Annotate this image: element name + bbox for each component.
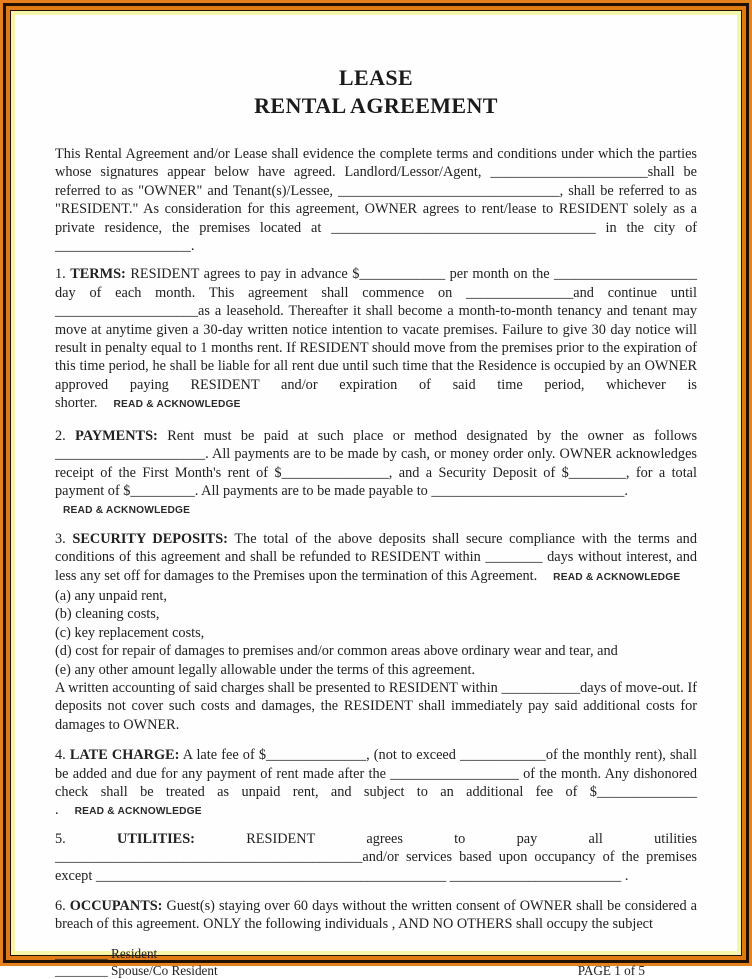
section-3-number: 3.: [55, 530, 66, 547]
deposit-item-c: (c) key replacement costs,: [55, 624, 205, 641]
section-4-body: A late fee of $______________, (not to exceed ____________of the monthly rent), shall be added and due for any payment of rent made after the __________________ of the month. Any dishonored check shall be treated as unpaid rent, and subject to an additional fee of $______________ .: [55, 747, 697, 819]
section-late-charge: [55, 746, 697, 822]
section-4-number: 4.: [55, 747, 66, 764]
page-number: PAGE 1 of 5: [577, 962, 645, 978]
section-4-title: LATE CHARGE:: [69, 747, 180, 764]
resident-initial-line: ________ Resident: [55, 945, 158, 961]
document-title: [55, 64, 697, 120]
section-payments: [55, 427, 697, 521]
section-5-body: RESIDENT agrees to pay all utilities ___________________________________________and/or services based upon occupancy of the premises except _________________________________________________ ________________________ .: [55, 830, 698, 884]
section-2-number: 2.: [55, 427, 66, 444]
read-acknowledge-label: READ & ACKNOWLEDGE: [113, 399, 241, 411]
frame-border-thin-dark: [10, 10, 742, 978]
section-security-deposits-accounting: A written accounting of said charges shall be presented to RESIDENT within ___________days of move-out. If deposits not cover such costs and damages, the RESIDENT shall immediately pay said additional costs for damages to OWNER.: [55, 679, 697, 733]
section-6-body: Guest(s) staying over 60 days without the written consent of OWNER shall be considered a breach of this agreement. ONLY the following individuals , AND NO OTHERS shall occupy the subject: [55, 898, 698, 933]
deposit-item-a: (a) any unpaid rent,: [55, 587, 167, 604]
title-line-1: LEASE: [338, 65, 414, 90]
document-page: [15, 15, 737, 978]
section-occupants: [55, 897, 697, 934]
deposit-item-b: (b) cleaning costs,: [55, 606, 160, 623]
section-2-body: Rent must be paid at such place or method designated by the owner as follows _____________________. All payments are to be made by cash, or money order only. OWNER acknowledges receipt of the First Month's rent of $_______________, and a Security Deposit of $________, for a total payment of $_________. All payments are to be made payable to ___________________________.: [55, 427, 698, 499]
section-3-title: SECURITY DEPOSITS:: [72, 530, 228, 547]
intro-text: This Rental Agreement and/or Lease shall evidence the complete terms and conditions under which the parties whose signatures appear below have agreed. Landlord/Lessor/Agent, ______________________shall be referred to as "OWNER" and Tenant(s)/Lessee, _______________________________, shall be referred to as "RESIDENT." As consideration for this agreement, OWNER agrees to rent/lease to RESIDENT solely as a private residence, the premises located at _____________________________________ in the city of ___________________.: [55, 146, 697, 255]
section-1-body: RESIDENT agrees to pay in advance $____________ per month on the ____________________ day of each month. This agreement shall commence on _______________and continue until ____________________as a leasehold. Thereafter it shall become a month-to-month tenancy and tenant may move at anytime given a 30-day written notice intention to vacate premises. Failure to give 30 day notice will result in penalty equal to 1 months rent. If RESIDENT should move from the premises prior to the expiration of this time period, he shall be liable for all rent due until such time that the Residence is occupied by an OWNER approved paying RESIDENT and/or expiration of said time period, whichever is shorter.: [55, 266, 698, 412]
read-acknowledge-label: READ & ACKNOWLEDGE: [553, 571, 681, 583]
section-terms: [55, 265, 697, 414]
section-2-title: PAYMENTS:: [75, 427, 158, 444]
deposit-item-e: (e) any other amount legally allowable under the terms of this agreement.: [55, 661, 476, 678]
section-5-number: 5.: [55, 830, 66, 847]
section-5-title: UTILITIES:: [117, 830, 195, 847]
read-acknowledge-label: READ & ACKNOWLEDGE: [74, 806, 202, 818]
section-3-body: The total of the above deposits shall secure compliance with the terms and conditions of this agreement and shall be refunded to RESIDENT within ________ days without interest, and less any set off for damages to the Premises upon the termination of this Agreement.: [55, 530, 697, 584]
section-1-number: 1.: [55, 266, 66, 283]
intro-paragraph: [55, 145, 697, 255]
frame-border-yellow: [11, 11, 741, 978]
page-footer: [55, 945, 697, 979]
section-utilities: [55, 830, 697, 885]
frame-border-dark: [3, 3, 749, 978]
section-6-number: 6.: [55, 898, 66, 915]
section-security-deposits: [55, 530, 697, 587]
signature-initial-lines: [55, 945, 218, 979]
deposit-item-d: (d) cost for repair of damages to premises and/or common areas above ordinary wear and tear, and: [55, 643, 618, 660]
spouse-initial-line: ________ Spouse/Co Resident: [55, 962, 218, 978]
frame-border-orange-inner: [6, 6, 746, 978]
read-acknowledge-label: READ & ACKNOWLEDGE: [63, 505, 191, 517]
section-6-title: OCCUPANTS:: [69, 898, 163, 915]
section-1-title: TERMS:: [70, 266, 126, 283]
title-line-2: RENTAL AGREEMENT: [254, 93, 498, 118]
